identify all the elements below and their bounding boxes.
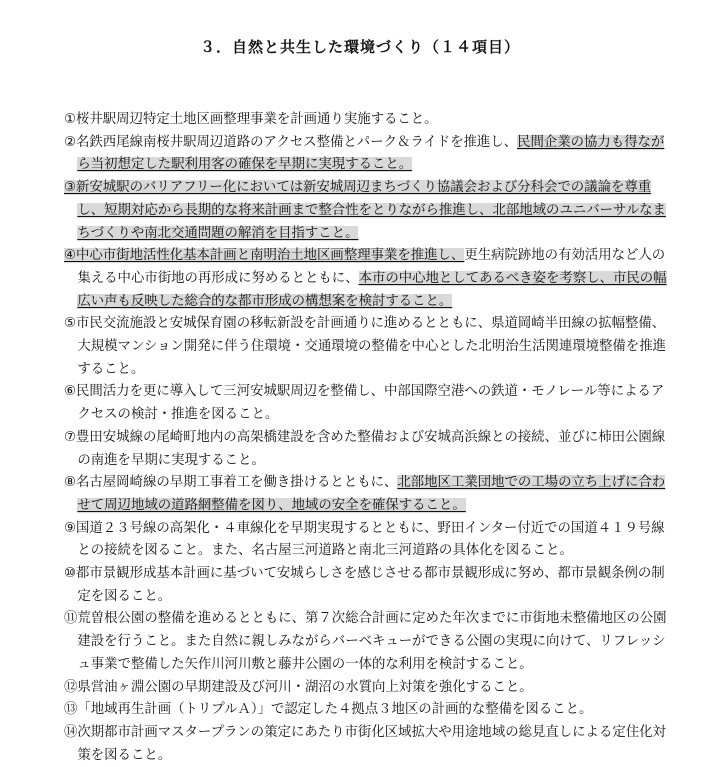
item-text: ⑬「地域再生計画（トリプルＡ）」で認定した４拠点３地区の計画的な整備を図ること。 (64, 702, 593, 718)
highlighted-text: 北部地区工業団地での工場の立ち上げに合わせて周辺地域の道路網整備を図り、地域の安全を確保すること。 (77, 475, 666, 513)
list-item (64, 427, 676, 472)
list-item (64, 608, 676, 676)
item-text: ⑭次期都市計画マスタープランの策定にあたり市街化区域拡大や用途地域の総見直しによる定住化対策を図ること。 (64, 724, 666, 763)
highlighted-text: ④中心市街地活性化基本計画と南明治土地区画整理事業を推進し、 (64, 248, 465, 264)
section-title: ３．自然と共生した環境づくり（１４項目） (199, 38, 520, 56)
list-item (64, 132, 676, 177)
list-item (64, 245, 676, 313)
item-text: ②名鉄西尾線南桜井駅周辺道路のアクセス整備とパーク＆ライドを推進し、 (64, 134, 518, 150)
item-text: ⑩都市景観形成基本計画に基づいて安城らしさを感じさせる都市景観形成に努め、都市景観条例の制定を図ること。 (64, 566, 665, 604)
list-item (64, 677, 676, 700)
list-item (64, 472, 676, 517)
highlighted-text: ③新安城駅のバリアフリー化においては新安城周辺まちづくり協議会および分科会での議論を尊重し、短期対応から長期的な将来計画まで整合性をとりながら推進し、北部地域のユニバーサルなまちづくりや南北交通問題の解消を目指すこと。 (64, 180, 666, 241)
list-item (64, 518, 676, 563)
list-item (64, 699, 676, 722)
list-item (64, 722, 676, 767)
item-text: ⑪荒曽根公園の整備を進めるとともに、第７次総合計画に定めた年次までに市街地未整備地区の公園建設を行うこと。また自然に親しみながらバーベキューができる公園の実現に向けて、リフレッシュ事業で整備した矢作川河川敷と藤井公園の一体的な利用を検討すること。 (64, 611, 667, 672)
list-item (64, 381, 676, 426)
highlighted-text: 民間企業の協力も得ながら当初想定した駅利用客の確保を早期に実現すること。 (77, 134, 665, 173)
list-item (64, 313, 676, 381)
item-text: ⑧名古屋岡崎線の早期工事着工を働き掛けるとともに、 (64, 475, 398, 491)
item-text: ⑨国道２３号線の高架化・４車線化を早期実現するとともに、野田インター付近での国道４１９号線との接続を図ること。また、名古屋三河道路と南北三河道路の具体化を図ること。 (64, 520, 665, 559)
list-item (64, 109, 676, 132)
item-text: ⑫県営油ヶ淵公園の早期建設及び河川・湖沼の水質向上対策を強化すること。 (64, 679, 533, 695)
item-text: 更生病院跡地の有効活用など人の集える中心市街地の再形成に努めるとともに、 (77, 248, 666, 286)
list-item (64, 563, 676, 608)
item-text: ①桜井駅周辺特定土地区画整理事業を計画通り実施すること。 (64, 112, 438, 127)
item-list (64, 109, 676, 767)
item-text: ⑤市民交流施設と安城保育園の移転新設を計画通りに進めるとともに、県道岡崎半田線の拡幅整備、大規模マンション開発に伴う住環境・交通環境の整備を中心とした北明治生活関連環境整備を推進すること。 (64, 316, 666, 377)
item-text: ⑦豊田安城線の尾崎町地内の高架橋建設を含めた整備および安城高浜線との接続、並びに柿田公園線の南進を早期に実現すること。 (64, 429, 666, 468)
list-item (64, 177, 676, 245)
highlighted-text: 本市の中心地としてあるべき姿を考察し、市民の幅広い声も反映した総合的な都市形成の構想案を検討すること。 (77, 270, 667, 309)
item-text: ⑥民間活力を更に導入して三河安城駅周辺を整備し、中部国際空港への鉄道・モノレール等によるアクセスの検討・推進を図ること。 (64, 384, 665, 423)
